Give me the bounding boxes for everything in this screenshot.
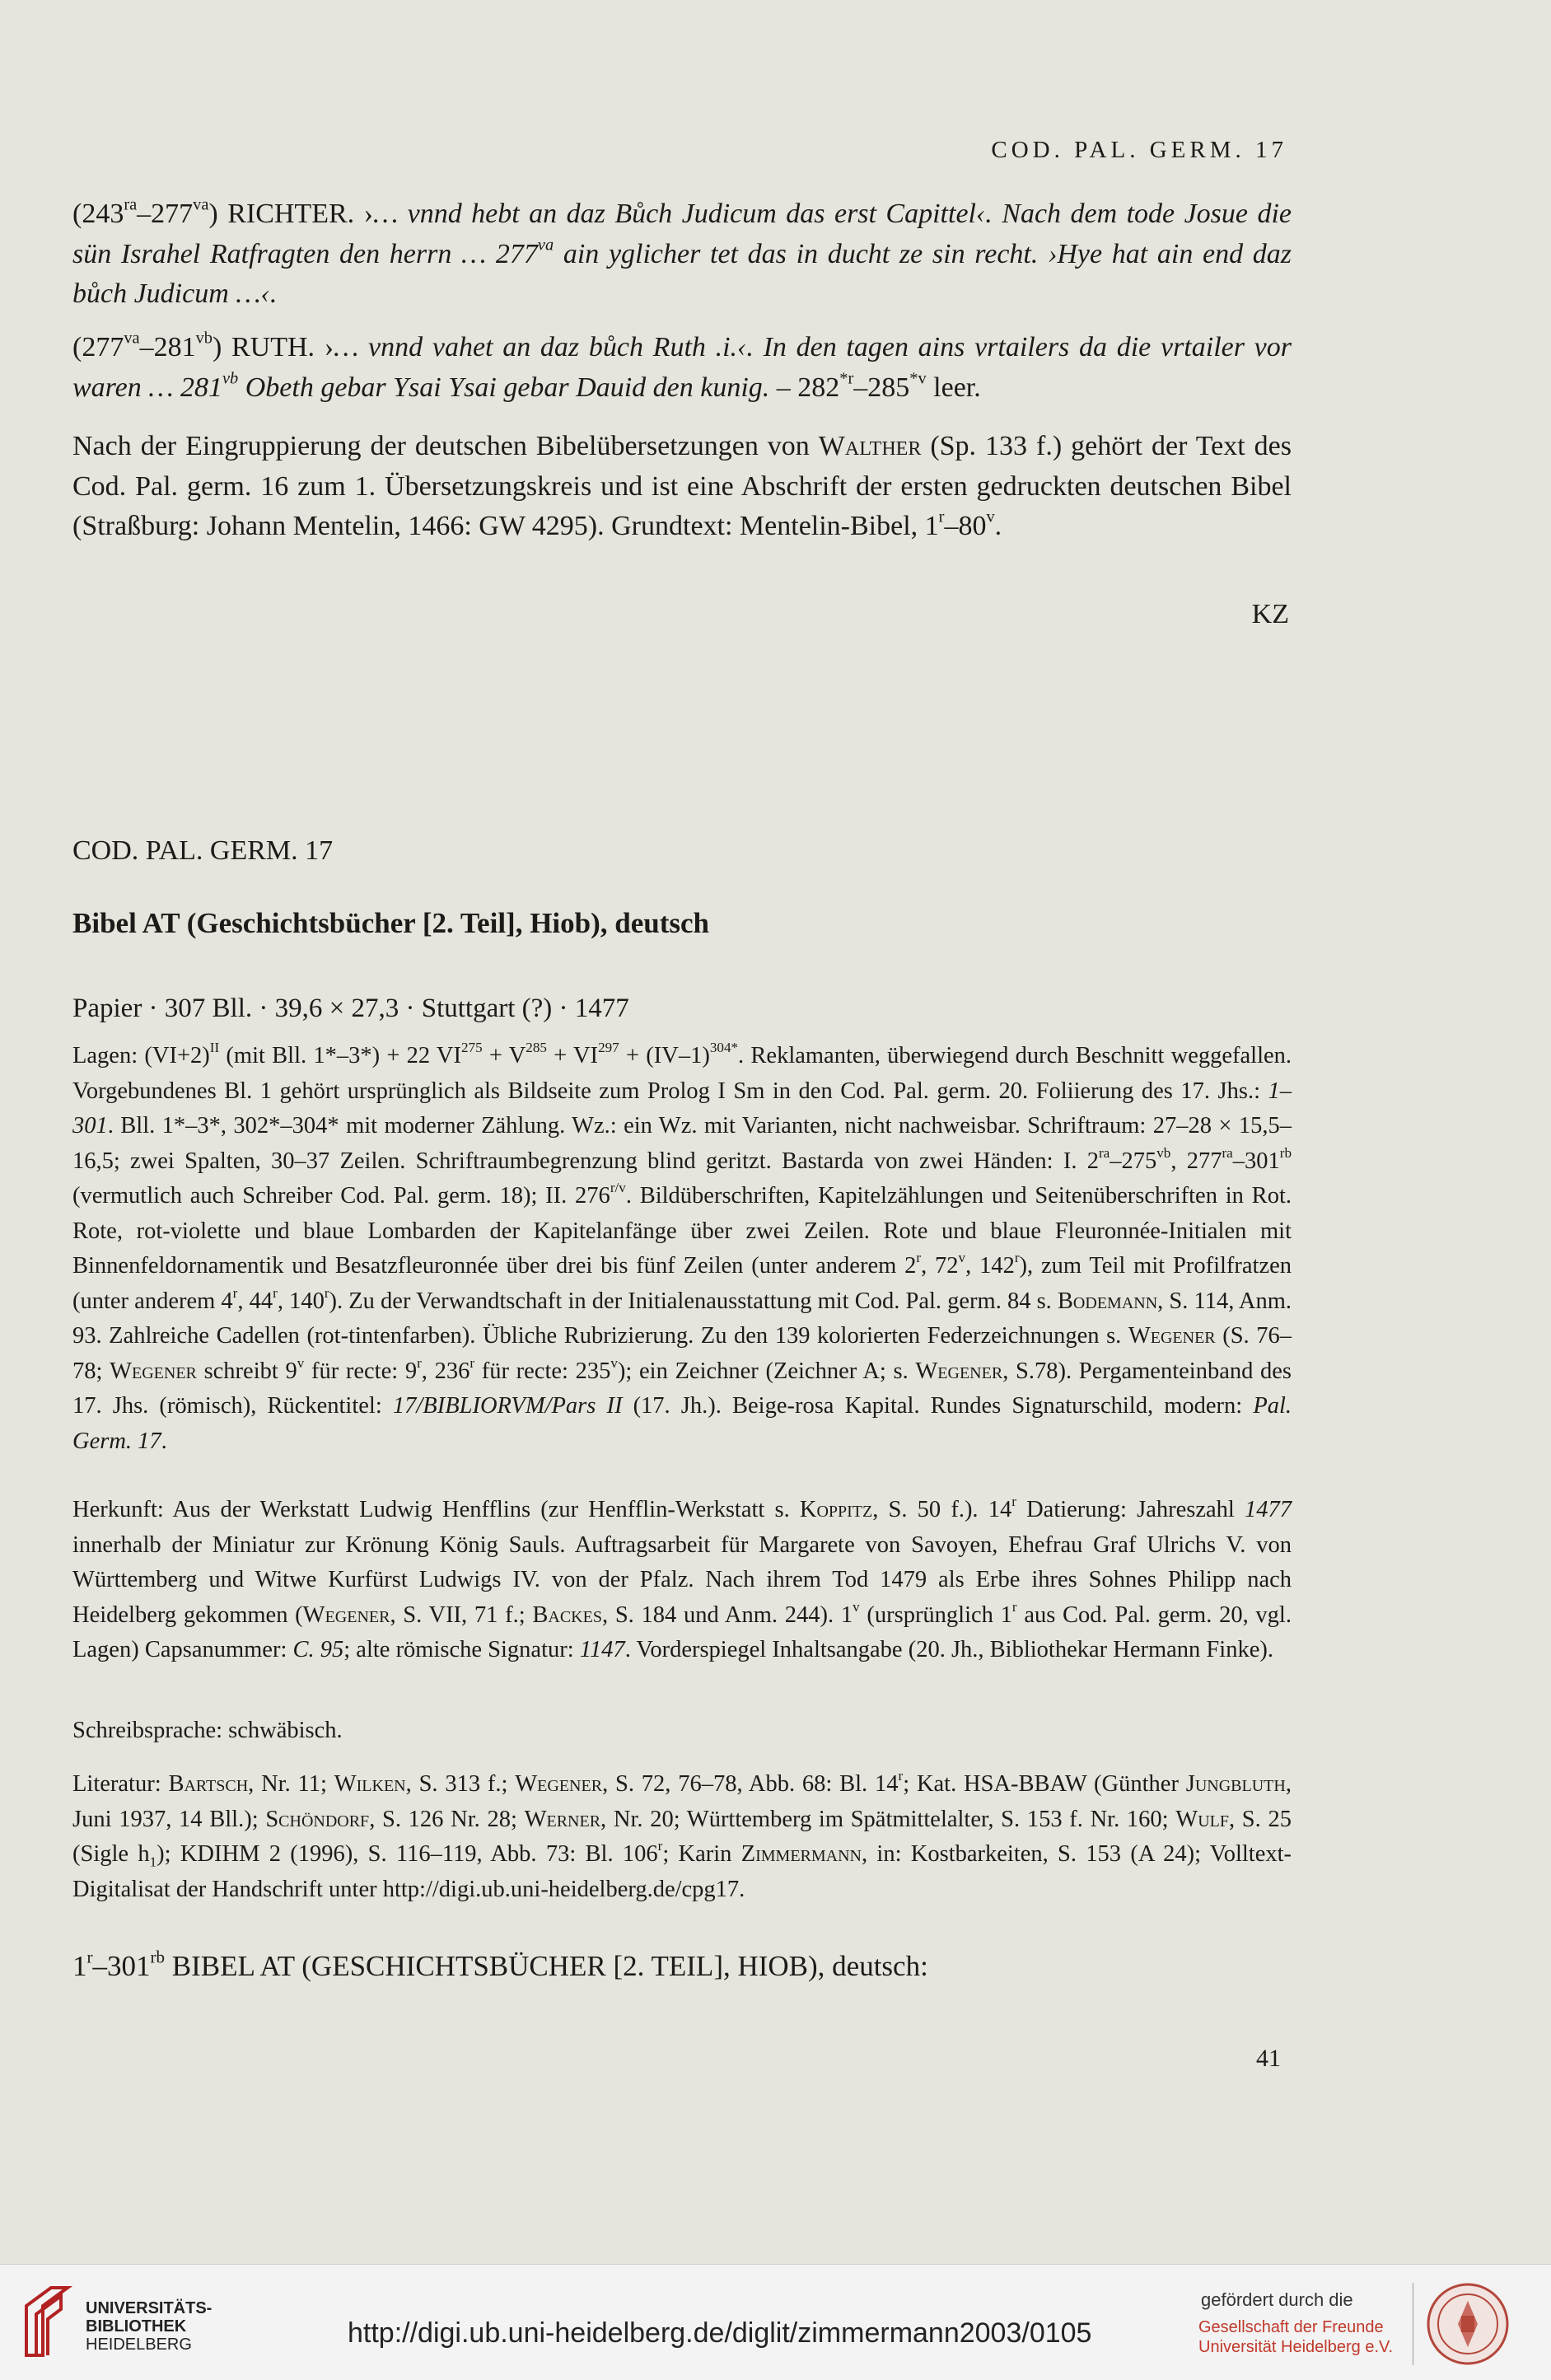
library-logo-icon [18,2281,76,2364]
text: Datierung: Jahreszahl [1016,1497,1245,1522]
text: (mit Bll. 1*–3*) + 22 VI [219,1043,461,1068]
sup: r/v [610,1180,626,1196]
text: ; Kat. HSA-BBAW (Günther [903,1771,1186,1797]
author-name: Wulf [1175,1806,1229,1832]
text: aus Cod. Pal. germ. 20, vgl. Lagen) Capsanummer: [72,1601,1292,1662]
sup: va [193,195,209,214]
text: (vermutlich auch Schreiber Cod. Pal. germ. 18); II. 276 [72,1183,610,1209]
text: , Juni 1937, 14 Bll.); [72,1771,1292,1832]
entry-note [72,427,1292,547]
text: . Vorderspiegel Inhaltsangabe (20. Jh., Bibliothekar Hermann Finke). [624,1637,1273,1662]
sponsor-name-line1: Gesellschaft der Freunde [1198,2318,1384,2336]
sup: ra [1098,1144,1110,1161]
sup: 297 [598,1040,619,1056]
text: –301 [92,1950,151,1982]
sup: r [324,1284,329,1301]
schreibsprache-block [72,1714,1292,1749]
sup: vb [195,329,213,348]
text: , 140 [277,1288,325,1314]
sup: ra [1222,1144,1233,1161]
italic-text: C. 95 [292,1637,344,1662]
sup: 285 [526,1040,547,1056]
running-head: COD. PAL. GERM. 17 [991,137,1287,163]
text: , S. 72, 76–78, Abb. 68: Bl. 14 [602,1771,899,1797]
author-name: Wegener [110,1358,197,1384]
footer-bar [0,2264,1551,2380]
page-number: 41 [1256,2045,1281,2072]
sup: II [209,1040,220,1056]
text: . [161,1428,167,1454]
author-name: Bodemann [1057,1288,1158,1314]
italic-text: 1–301 [72,1078,1292,1139]
author-name: Jungbluth [1185,1771,1286,1797]
paragraph-literatur [72,1767,1292,1907]
sup: 275 [461,1040,483,1056]
text: für recte: 235 [474,1358,611,1384]
text: (S. 76–78; [72,1323,1292,1384]
italic-text: … vnnd hebt an daz Bůch Judicum das erst Capittel‹. Nach dem tode Josue die sün Israhel Ratfragten den herrn … 277 [72,199,1292,269]
text: , S.78). Pergamenteinband des 17. Jhs. (römisch), Rückentitel: [72,1358,1292,1419]
italic-text: 17/BIBLIORVM/Pars II [392,1393,623,1419]
text: –281 [139,332,196,362]
sup: r [657,1838,663,1854]
sup: r [1011,1598,1017,1615]
italic-text: 1477 [1244,1497,1292,1522]
author-name: Backes [532,1601,602,1628]
text: –275 [1110,1148,1157,1174]
text: , 72 [921,1253,959,1279]
text: . Bll. 1*–3*, 302*–304* mit moderner Zählung. Wz.: ein Wz. mit Varianten, nicht nachweisbar. Schriftraum: 27–28 × 15,5–16,5; zwei Spalten, 30–37 Zeilen. Schriftraumbegrenzung blind geritzt. Bastarda von zwei Händen: I. 2 [72,1113,1292,1174]
text: –285 [853,372,910,403]
sup: rb [1279,1144,1292,1161]
italic-text: ain yglicher tet das in ducht ze sin recht. ›Hye hat ain end daz bůch Judicum …‹. [72,238,1292,309]
sup: *r [839,369,854,388]
sup: r [1011,1494,1016,1510]
subscript: 1 [149,1854,157,1870]
text: ; alte römische Signatur: [343,1637,580,1662]
sup: v [986,507,995,526]
library-name-line1: UNIVERSITÄTS- [86,2299,213,2317]
text: (ursprünglich 1 [859,1601,1012,1628]
text: , S. 313 f.; [405,1771,516,1797]
text: , S. 126 Nr. 28; [369,1806,525,1832]
text: Literatur: [72,1771,169,1797]
text: – 282 [769,372,840,403]
author-name: Walther [818,431,922,461]
sup: rb [150,1947,165,1967]
text: für recte: 9 [304,1358,418,1384]
text: . Reklamanten, überwiegend durch Beschnitt weggefallen. Vorgebundenes Bl. 1 gehört ursprünglich als Bildseite zum Prolog I Sm in den Cod. Pal. germ. 20. Foliierung des 17. Jhs.: [72,1043,1292,1104]
sup: r [898,1768,904,1784]
library-name-line3: HEIDELBERG [86,2336,192,2354]
text: –80 [944,511,987,541]
text: ) RUTH. › [212,332,334,362]
section-title: Bibel AT (Geschichtsbücher [2. Teil], Hiob), deutsch [72,907,710,939]
sup: r [232,1284,238,1301]
sup: 304* [709,1040,739,1056]
sup: vb [222,369,239,388]
section-signature: COD. PAL. GERM. 17 [72,835,334,866]
italic-text: 1147 [579,1637,625,1662]
text: , Nr. 20; Württemberg im Spätmittelalter, S. 153 f. Nr. 160; [600,1806,1176,1832]
italic-text: Pal. Germ. 17 [72,1393,1292,1454]
text: , S. 25 (Sigle h [72,1806,1292,1867]
text: ) RICHTER. › [208,199,373,229]
physical-description: Papier · 307 Bll. · 39,6 × 27,3 · Stuttgart (?) · 1477 [72,994,629,1023]
italic-text: … vnnd vahet an daz bůch Ruth .i.‹. In den tagen ains vrtailers da die vrtailer vor waren … 281 [72,332,1292,403]
italic-text: Obeth gebar Ysai Ysai gebar Dauid den kunig. [238,372,770,403]
text: ). Zu der Verwandtschaft in der Initialenausstattung mit Cod. Pal. germ. 84 s. [329,1288,1058,1314]
sup: r [273,1284,278,1301]
paragraph-schreibsprache: Schreibsprache: schwäbisch. [72,1718,343,1743]
text: , S. VII, 71 f.; [390,1601,533,1628]
library-name [86,2299,212,2354]
sup: v [297,1354,305,1371]
text: –277 [137,199,194,229]
paragraph-herkunft [72,1493,1292,1668]
author-name: Koppitz [799,1497,873,1522]
sup: vb [1156,1144,1171,1161]
sup: r [938,507,945,526]
text: , 236 [421,1358,470,1384]
text: ), zum Teil mit Profilfratzen (unter anderem 4 [72,1253,1292,1314]
text: . [994,511,1002,541]
sup: va [537,236,554,255]
text: , in: Kostbarkeiten, S. 153 (A 24); Volltext-Digitalisat der Handschrift unter http://digi.ub.uni-heidelberg.de/cpg17. [72,1841,1292,1902]
author-name: Wegener [515,1771,603,1797]
text: (277 [72,332,124,362]
text: , S. 184 und Anm. 244). 1 [601,1601,853,1628]
text: Herkunft: Aus der Werkstatt Ludwig Henfflins (zur Henfflin-Werkstatt s. [72,1497,800,1522]
literatur-block [72,1767,1292,1907]
contents-heading [72,1947,928,1983]
text: , S. 50 f.). 14 [872,1497,1012,1522]
text: , 142 [965,1253,1015,1279]
sup: r [1014,1250,1020,1266]
sponsor-note: gefördert durch die [1201,2289,1353,2310]
text: (243 [72,199,124,229]
text: leer. [926,372,981,403]
sup: r [86,1947,93,1967]
author-name: Wegener [915,1358,1003,1384]
text: –301 [1232,1148,1280,1174]
source-url-link[interactable]: http://digi.ub.uni-heidelberg.de/diglit/zimmermann2003/0105 [348,2317,1092,2349]
author-name: Wegener [302,1601,390,1628]
text: + VI [546,1043,599,1068]
sponsor-name [1198,2317,1393,2357]
author-name: Wegener [1128,1323,1216,1349]
text: 1 [72,1950,87,1982]
text: + V [482,1043,526,1068]
text: BIBEL AT (GESCHICHTSBÜCHER [2. TEIL], HIOB), deutsch: [165,1950,928,1982]
sup: r [470,1354,475,1371]
author-name: Schöndorf [265,1806,370,1832]
sup: v [853,1598,860,1615]
text: (17. Jh.). Beige-rosa Kapital. Rundes Signaturschild, modern: [622,1393,1254,1419]
sup: r [916,1250,922,1266]
sup: r [417,1354,422,1371]
text: Nach der Eingruppierung der deutschen Bibelübersetzungen von [72,431,819,461]
library-name-line2: BIBLIOTHEK [86,2317,187,2336]
sup: *v [909,369,927,388]
author-name: Zimmermann [740,1841,862,1867]
text: Lagen: (VI+2) [72,1043,210,1068]
text: , S. 114, Anm. 93. Zahlreiche Cadellen (rot-tintenfarben). Übliche Rubrizierung. Zu den 139 kolorierten Federzeichnungen s. [72,1288,1292,1349]
text: ; Karin [662,1841,741,1867]
entry-richter [72,194,1292,315]
text: + (IV–1) [619,1043,710,1068]
text: , Nr. 11; [248,1771,334,1797]
text: . Bildüberschriften, Kapitelzählungen und Seitenüberschriften in Rot. Rote, rot-violette und blaue Lombarden der Kapitelanfänge über zwei Zeilen. Rote und blaue Fleuronnée-Initialen mit Binnenfeldornamentik und Besatzfleuronnée über drei bis fünf Zeilen (unter anderem 2 [72,1183,1292,1279]
university-seal-icon [1425,2281,1511,2367]
text: ); ein Zeichner (Zeichner A; s. [617,1358,916,1384]
sponsor-name-line2: Universität Heidelberg e.V. [1198,2338,1394,2356]
sup: ra [124,195,138,214]
author-name: Bartsch [168,1771,249,1797]
paragraph-lagen [72,1039,1292,1459]
paragraph-richter [72,194,1292,315]
paragraph-gruppierung [72,427,1292,547]
author-name: Werner [524,1806,601,1832]
sup: v [958,1250,966,1266]
text: schreibt 9 [196,1358,297,1384]
sup: v [610,1354,618,1371]
text: , 44 [237,1288,273,1314]
herkunft-block [72,1493,1292,1668]
author-initials: KZ [1251,599,1289,629]
sup: va [124,329,140,348]
author-name: Wilken [334,1771,406,1797]
text: innerhalb der Miniatur zur Krönung König Sauls. Auftragsarbeit für Margarete von Savoyen, Ehefrau Graf Ulrichs V. von Württemberg und Witwe Kurfürst Ludwigs IV. von der Pfalz. Nach ihrem Tod 1479 als Erbe ihres Sohnes Philipp nach Heidelberg gekommen ( [72,1531,1292,1628]
text: (Sp. 133 f.) gehört der Text des Cod. Pal. germ. 16 zum 1. Übersetzungskreis und ist eine Abschrift der ersten gedruckten deutschen Bibel (Straßburg: Johann Mentelin, 1466: GW 4295). Grundtext: Mentelin-Bibel, 1 [72,431,1292,541]
entry-ruth [72,328,1292,408]
text: , 277 [1170,1148,1222,1174]
lagen-block [72,1039,1292,1459]
paragraph-ruth [72,328,1292,408]
text: ); KDIHM 2 (1996), S. 116–119, Abb. 73: Bl. 106 [157,1841,658,1867]
